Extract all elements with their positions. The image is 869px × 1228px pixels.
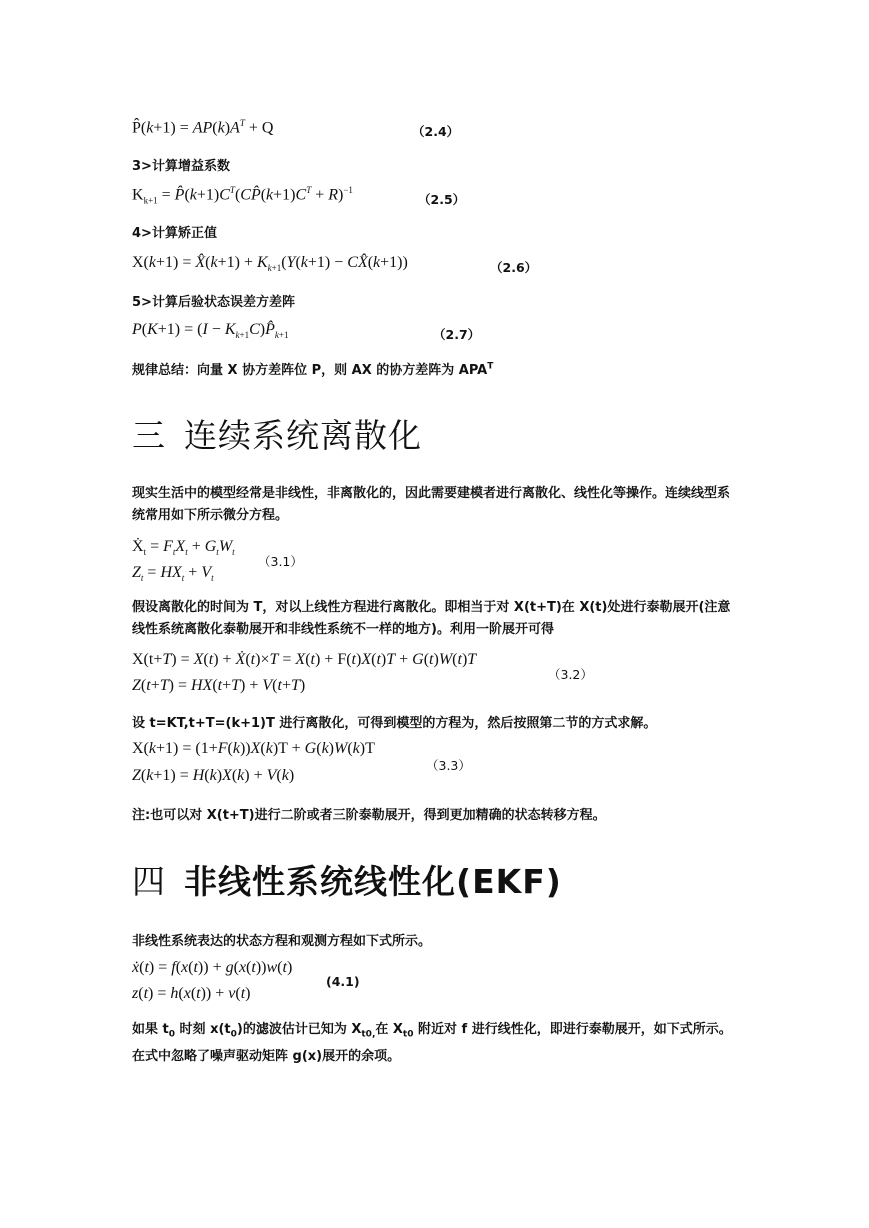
step-4-label: 4>计算矫正值 bbox=[132, 226, 217, 241]
equation-3-2-line-1: X(t+T) = X(t) + Ẋ(t)×T = X(t) + F(t)X(t)T + G(t)W(t)T bbox=[132, 651, 477, 668]
equation-number-3-1: （3.1） bbox=[258, 554, 303, 569]
section-3-heading bbox=[132, 410, 422, 457]
equation-2-6: X(k+1) = X̂(k+1) + $K_{k+1}(Y(k+1)$ − CX̂(k+1)) bbox=[132, 254, 408, 274]
equation-number-2-4: （2.4） bbox=[412, 124, 460, 139]
equation-3-2-line-2: Z(t+T) = HX(t+T) + V(t+T) bbox=[132, 677, 306, 694]
section-4-paragraph-2: 如果 $t_0$ 时刻 $x(t_0)$的滤波估计已知为 $X_{t0,}$在 $X_{t0}$ 附近对 f 进行线性化，即进行泰勒展开，如下式所示。在式中忽略了噪声驱动矩阵 g(x)展开的余项。 bbox=[132, 1022, 732, 1064]
section-3-note: 注:也可以对 X(t+T)进行二阶或者三阶泰勒展开，得到更加精确的状态转移方程。 bbox=[132, 808, 606, 823]
equation-number-4-1: (4.1) bbox=[326, 974, 360, 989]
equation-number-3-3: （3.3） bbox=[426, 758, 471, 773]
rule-summary: 规律总结：向量 X 协方差阵位 P，则 AX 的协方差阵为 $APA^T$ bbox=[132, 361, 494, 378]
section-3-paragraph-1: 现实生活中的模型经常是非线性，非离散化的，因此需要建模者进行离散化、线性化等操作。连续线型系统常用如下所示微分方程。 bbox=[132, 486, 731, 523]
equation-number-2-5: （2.5） bbox=[418, 192, 466, 207]
step-5-label: 5>计算后验状态误差方差阵 bbox=[132, 295, 295, 310]
section-4-heading bbox=[132, 856, 562, 903]
section-4-number: 四 bbox=[132, 862, 166, 901]
section-4-paragraph-1: 非线性系统表达的状态方程和观测方程如下式所示。 bbox=[132, 934, 432, 949]
equation-2-4: P̂(k+1) = $AP(k)A^T + Q$ bbox=[132, 118, 274, 137]
equation-4-1-line-1: ẋ(t) = f(x(t)) + g(x(t))w(t) bbox=[132, 959, 293, 976]
equation-2-5: $K_{k+1}$ = $P̂(k+1)C^T(CP̂(k+1)C^T + R)^{-1}$ bbox=[132, 185, 353, 206]
equation-number-2-6: （2.6） bbox=[490, 260, 538, 275]
equation-4-1-line-2: z(t) = h(x(t)) + v(t) bbox=[132, 985, 251, 1002]
section-3-title: 连续系统离散化 bbox=[184, 416, 422, 455]
equation-3-3-line-2: Z(k+1) = H(k)X(k) + V(k) bbox=[132, 767, 295, 784]
equation-3-1-line-2: $Z_t = HX_t + V_t$ bbox=[132, 564, 214, 584]
equation-3-3-line-1: X(k+1) = (1+F(k))X(k)T + G(k)W(k)T bbox=[132, 740, 375, 757]
step-3-label: 3>计算增益系数 bbox=[132, 159, 230, 174]
section-4-title: 非线性系统线性化(EKF) bbox=[184, 862, 562, 901]
section-3-number: 三 bbox=[132, 416, 166, 455]
section-3-paragraph-3: 设 t=KT,t+T=(k+1)T 进行离散化，可得到模型的方程为，然后按照第二节的方式求解。 bbox=[132, 716, 657, 731]
section-3-paragraph-2: 假设离散化的时间为 T，对以上线性方程进行离散化。即相当于对 X(t+T)在 X(t)处进行泰勒展开(注意线性系统离散化泰勒展开和非线性系统不一样的地方)。利用一阶展开可得 bbox=[132, 600, 731, 637]
equation-number-2-7: （2.7） bbox=[433, 327, 481, 342]
equation-number-3-2: （3.2） bbox=[548, 667, 593, 682]
equation-2-7: $P(K+1) = (I - K_{k+1}C)P̂_{k+1}$ bbox=[132, 321, 289, 341]
equation-3-1-line-1: Ẋ$_t$ = $F_tX_t + G_tW_t$ bbox=[132, 538, 235, 558]
